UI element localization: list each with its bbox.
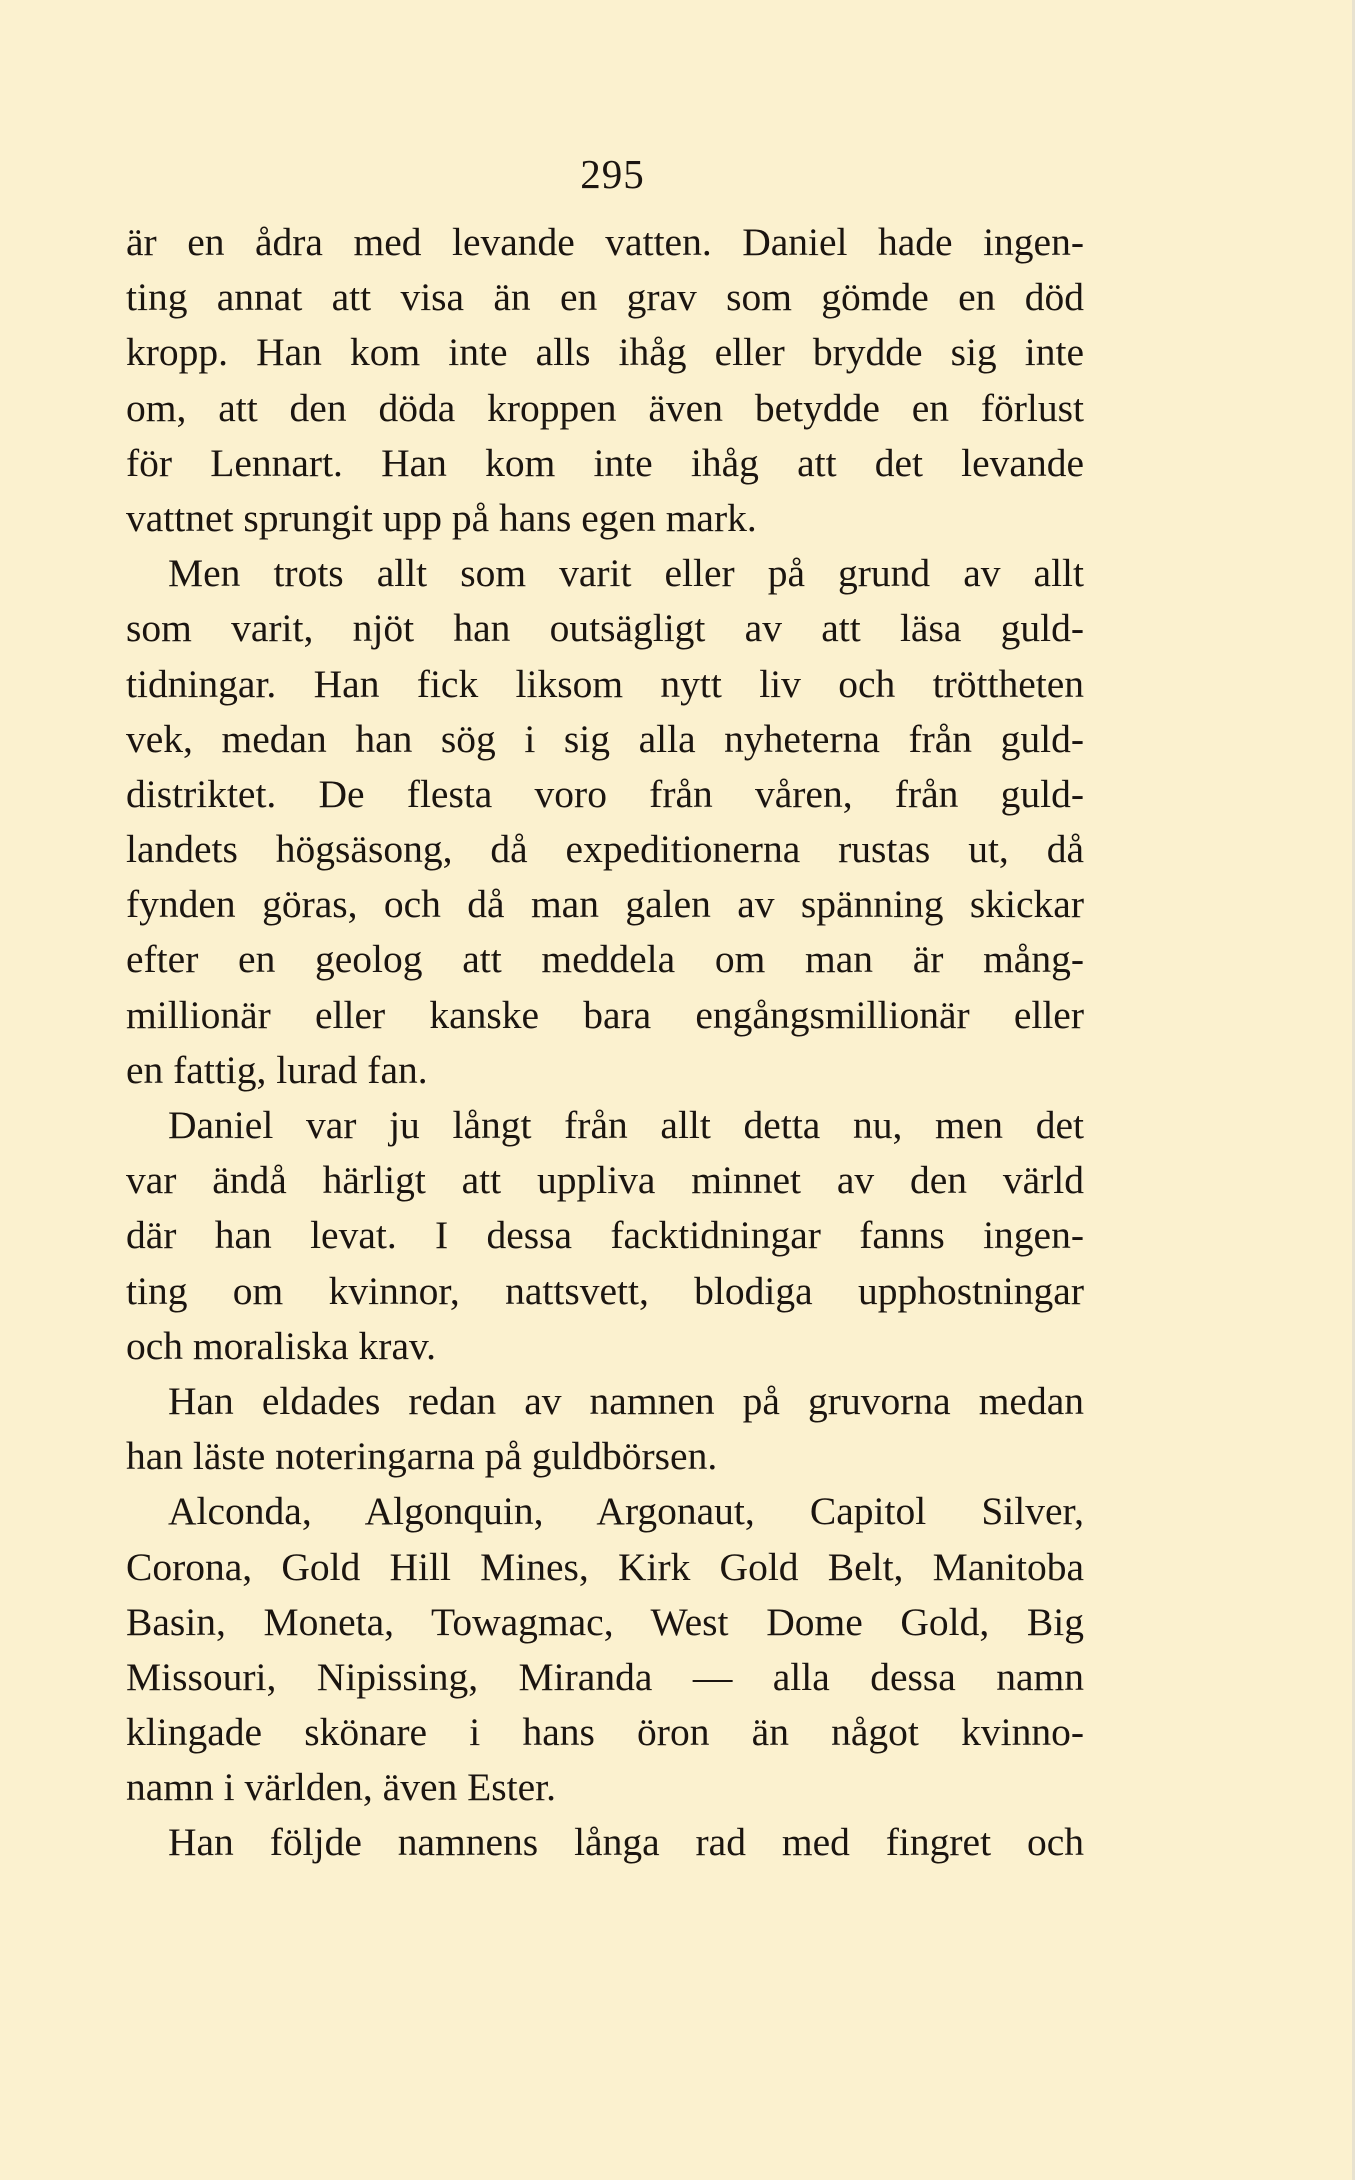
text-line: Alconda, Algonquin, Argonaut, Capitol Silver, <box>168 1489 1084 1534</box>
text-line: Corona, Gold Hill Mines, Kirk Gold Belt, Manitoba <box>126 1544 1084 1589</box>
text-line: Men trots allt som varit eller på grund av allt <box>168 551 1084 596</box>
body-text <box>126 215 1084 1871</box>
text-line: distriktet. De flesta voro från våren, från guld- <box>126 771 1084 816</box>
text-line: vattnet sprungit upp på hans egen mark. <box>126 495 757 540</box>
text-line: tidningar. Han fick liksom nytt liv och tröttheten <box>126 661 1084 706</box>
text-line: Han eldades redan av namnen på gruvorna medan <box>168 1378 1084 1423</box>
text-line: millionär eller kanske bara engångsmillionär eller <box>126 992 1084 1037</box>
text-line: och moraliska krav. <box>126 1323 437 1368</box>
text-line: är en ådra med levande vatten. Daniel hade ingen- <box>126 220 1084 264</box>
text-line: ting annat att visa än en grav som gömde en död <box>126 275 1084 320</box>
text-line: vek, medan han sög i sig alla nyheterna från guld- <box>126 716 1084 761</box>
text-line: där han levat. I dessa facktidningar fanns ingen- <box>126 1213 1084 1258</box>
page-number: 295 <box>580 151 645 197</box>
text-line: fynden göras, och då man galen av spänning skickar <box>126 882 1084 927</box>
text-line: klingade skönare i hans öron än något kvinno- <box>126 1710 1084 1755</box>
text-line: namn i världen, även Ester. <box>126 1765 556 1810</box>
text-line: Daniel var ju långt från allt detta nu, men det <box>168 1103 1084 1147</box>
text-line: en fattig, lurad fan. <box>126 1047 428 1092</box>
text-line: Missouri, Nipissing, Miranda — alla dessa namn <box>126 1654 1084 1699</box>
text-line: landets högsäsong, då expeditionerna rustas ut, då <box>126 827 1084 872</box>
text-line: som varit, njöt han outsägligt av att läsa guld- <box>126 606 1084 651</box>
text-line: Basin, Moneta, Towagmac, West Dome Gold, Big <box>126 1599 1084 1644</box>
text-line: ting om kvinnor, nattsvett, blodiga upphostningar <box>126 1268 1084 1313</box>
text-line: kropp. Han kom inte alls ihåg eller brydde sig inte <box>126 330 1084 375</box>
text-line: han läste noteringarna på guldbörsen. <box>126 1434 718 1479</box>
text-line: för Lennart. Han kom inte ihåg att det levande <box>126 440 1084 485</box>
text-line: efter en geolog att meddela om man är mång- <box>126 937 1084 982</box>
text-line: Han följde namnens långa rad med fingret och <box>168 1820 1084 1865</box>
text-line: om, att den döda kroppen även betydde en förlust <box>126 385 1084 430</box>
text-line: var ändå härligt att uppliva minnet av den värld <box>126 1158 1084 1203</box>
